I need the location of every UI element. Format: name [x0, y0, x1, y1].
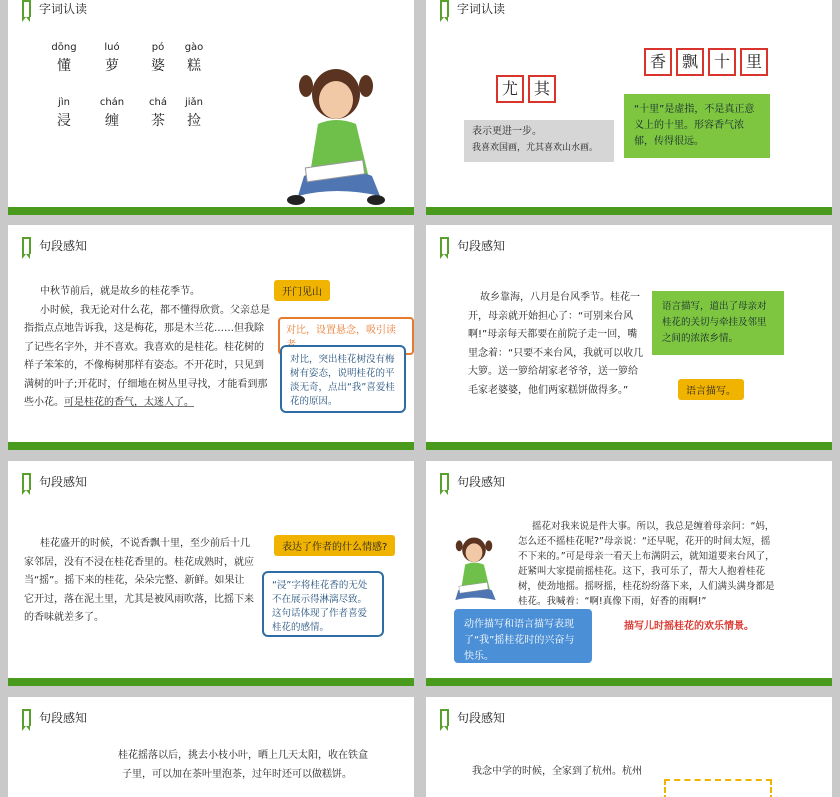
bookmark-icon — [440, 473, 449, 490]
slide-title: 句段感知 — [457, 474, 506, 489]
pinyin: dōng — [51, 42, 77, 53]
char-box: 飘 — [676, 48, 704, 76]
char-box: 香 — [644, 48, 672, 76]
slide-2[interactable] — [426, 0, 832, 215]
char-box: 十 — [708, 48, 736, 76]
green-note-box: 语言描写，道出了母亲对桂花的关切与牵挂及邻里之间的浓浓乡情。 — [652, 291, 784, 355]
slide-title: 字词认读 — [39, 1, 88, 16]
slide-5[interactable] — [8, 461, 414, 686]
bookmark-icon — [22, 709, 31, 726]
slide-header — [440, 471, 505, 491]
bookmark-icon — [440, 237, 449, 254]
tag-language: 语言描写。 — [678, 379, 744, 400]
bookmark-icon — [440, 0, 449, 17]
tag-question: 表达了作者的什么情感? — [274, 535, 395, 556]
slide-header — [22, 707, 87, 727]
char-box: 其 — [528, 75, 556, 103]
slide-8[interactable] — [426, 697, 832, 797]
blue-note: “浸”字将桂花香的无处不在展示得淋漓尽致。这句话体现了作者喜爱桂花的感情。 — [262, 571, 384, 637]
pinyin: pó — [151, 42, 165, 53]
gray-explanation-box — [464, 120, 614, 162]
passage-text: 小时候，我无论对什么花，都不懂得欣赏。父亲总是指指点点地告诉我，这是梅花，那是木兰花……但我除了记些名字外，并不喜欢。我喜欢的是桂花。桂花树的样子笨笨的，不像梅树那样有姿态。不开花时，只见到满树的叶子;开花时，仔细地在树丛里寻找，才能看到那些小花。 — [24, 304, 270, 408]
bookmark-icon — [22, 237, 31, 254]
slide-title: 句段感知 — [39, 238, 88, 253]
slide-header — [22, 471, 87, 491]
blue-note: 对比，突出桂花树没有梅树有姿态，说明桂花的平淡无奇，点出“我”喜爱桂花的原因。 — [280, 345, 406, 413]
word-box-xiangpiao — [644, 48, 772, 76]
pinyin: chán — [99, 97, 125, 108]
word-5 — [42, 97, 86, 130]
word-box-youqi — [496, 75, 560, 103]
slide-title: 句段感知 — [457, 710, 506, 725]
word-8 — [172, 97, 216, 130]
slide-title: 句段感知 — [457, 238, 506, 253]
passage: 摇花对我来说是件大事。所以，我总是缠着母亲问：“妈，怎么还不摇桂花呢?”母亲说：“还早呢，花开的时间太短，摇不下来的。”可是母亲一看天上布满阴云，就知道要来台风了，赶紧叫大家提前摇桂花。这下，我可乐了，帮大人抱着桂花树，使劲地摇。摇呀摇，桂花纷纷落下来，人们满头满身都是桂花。我喊着：“啊!真像下雨，好香的雨啊!” — [518, 521, 775, 607]
char-box: 里 — [740, 48, 768, 76]
reading-girl-illustration — [448, 535, 502, 607]
pinyin: luó — [104, 42, 120, 53]
bookmark-icon — [22, 0, 31, 17]
green-note-box: “十里”是虚指，不是真正意义上的十里。形容香气浓郁，传得很远。 — [624, 94, 770, 158]
hanzi: 捡 — [187, 113, 201, 129]
bookmark-icon — [440, 709, 449, 726]
reading-girl-illustration — [284, 64, 392, 210]
hanzi: 萝 — [105, 58, 119, 74]
word-4 — [172, 42, 216, 75]
dashed-note-box — [664, 779, 772, 797]
passage: 我念中学的时候，全家到了杭州。杭州 — [472, 766, 642, 777]
word-6 — [90, 97, 134, 130]
gray-line-1: 表示更进一步。 — [472, 126, 542, 137]
passage-paragraph-2 — [24, 302, 270, 413]
pinyin: chá — [149, 97, 167, 108]
word-2 — [90, 42, 134, 75]
bookmark-icon — [22, 473, 31, 490]
blue-note-box: 动作描写和语言描写表现了“我”摇桂花时的兴奋与快乐。 — [454, 609, 592, 663]
slide-header — [22, 235, 87, 255]
passage — [24, 283, 270, 413]
hanzi: 浸 — [57, 113, 71, 129]
green-footer-bar — [8, 678, 414, 686]
orange-note: 对比，设置悬念，吸引读 — [278, 317, 414, 355]
underlined-sentence: 可是桂花的香气，太迷人了。 — [64, 397, 194, 408]
char-box: 尤 — [496, 75, 524, 103]
green-footer-bar — [426, 442, 832, 450]
hanzi: 茶 — [151, 113, 165, 129]
green-footer-bar — [8, 207, 414, 215]
slide-4[interactable] — [426, 225, 832, 450]
hanzi: 婆 — [151, 58, 165, 74]
slide-1[interactable] — [8, 0, 414, 215]
green-footer-bar — [8, 442, 414, 450]
hanzi: 糕 — [187, 58, 201, 74]
slide-3[interactable] — [8, 225, 414, 450]
green-footer-bar — [426, 678, 832, 686]
slide-title: 句段感知 — [39, 710, 88, 725]
slide-header — [22, 0, 87, 18]
slide-6[interactable] — [426, 461, 832, 686]
passage: 故乡靠海，八月是台风季节。桂花一开，母亲就开始担心了：“可别来台风啊!”母亲每天都要在前院子走一回，嘴里念着：“只要不来台风，我就可以收几大箩。送一箩给胡家老爷爷，送一箩给毛家老婆婆，他们两家糕饼做得多。” — [468, 292, 644, 396]
hanzi: 懂 — [57, 58, 71, 74]
pinyin: gào — [184, 42, 204, 53]
pinyin: jiǎn — [184, 97, 204, 108]
word-1 — [42, 42, 86, 75]
gray-line-2: 我喜欢国画，尤其喜欢山水画。 — [472, 143, 599, 153]
red-summary: 描写儿时摇桂花的欢乐情景。 — [624, 621, 754, 632]
tag-open: 开门见山 — [274, 280, 330, 301]
passage: 桂花摇落以后，挑去小枝小叶，晒上几天太阳，收在铁盒子里，可以加在茶叶里泡茶，过年时还可以做糕饼。 — [118, 750, 368, 780]
green-footer-bar — [426, 207, 832, 215]
passage-line-1: 中秋节前后，就是故乡的桂花季节。 — [40, 286, 200, 297]
pinyin: jìn — [58, 97, 70, 108]
slide-7[interactable] — [8, 697, 414, 797]
passage: 桂花盛开的时候，不说香飘十里，至少前后十几家邻居，没有不浸在桂花香里的。桂花成熟时，就应当“摇”。摇下来的桂花，朵朵完整、新鲜。如果让它开过，落在泥土里，尤其是被风雨吹落，比摇下来的香味就差多了。 — [24, 538, 254, 623]
slide-header — [440, 707, 505, 727]
slide-title: 字词认读 — [457, 1, 506, 16]
slide-title: 句段感知 — [39, 474, 88, 489]
slide-header — [440, 235, 505, 255]
slide-header — [440, 0, 505, 18]
hanzi: 缠 — [105, 113, 119, 129]
